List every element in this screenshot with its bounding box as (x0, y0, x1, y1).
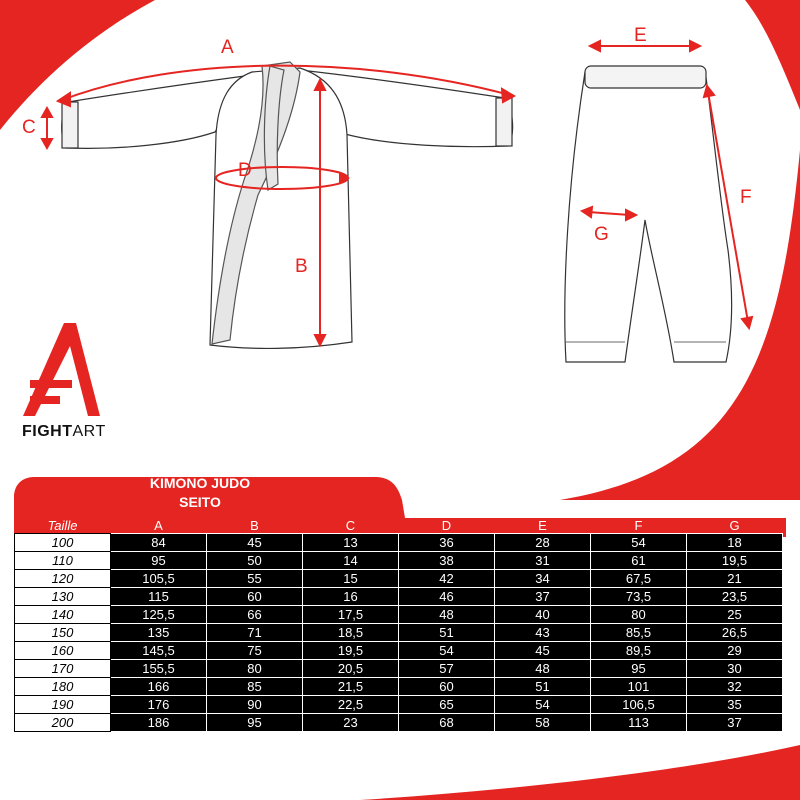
measure-label-f: F (740, 187, 752, 208)
value-cell: 85,5 (591, 624, 687, 642)
brand-wordmark (22, 423, 106, 441)
value-cell: 113 (591, 714, 687, 732)
table-title-line2: SEITO (179, 494, 221, 510)
value-cell: 36 (399, 534, 495, 552)
value-cell: 65 (399, 696, 495, 714)
brand-part2: ART (72, 423, 106, 440)
header-size: Taille (47, 517, 78, 533)
value-cell: 48 (399, 606, 495, 624)
value-cell: 84 (111, 534, 207, 552)
value-cell: 37 (687, 714, 783, 732)
value-cell: 51 (399, 624, 495, 642)
value-cell: 90 (207, 696, 303, 714)
value-cell: 55 (207, 570, 303, 588)
value-cell: 135 (111, 624, 207, 642)
value-cell: 105,5 (111, 570, 207, 588)
value-cell: 58 (495, 714, 591, 732)
size-cell: 190 (15, 696, 111, 714)
value-cell: 28 (495, 534, 591, 552)
header-col-g: G (729, 517, 740, 533)
value-cell: 19,5 (687, 552, 783, 570)
header-col-a: A (154, 517, 163, 533)
header-col-e: E (538, 517, 547, 533)
size-cell: 100 (15, 534, 111, 552)
value-cell: 19,5 (303, 642, 399, 660)
value-cell: 46 (399, 588, 495, 606)
value-cell: 80 (207, 660, 303, 678)
value-cell: 45 (495, 642, 591, 660)
header-col-c: C (345, 517, 356, 533)
table-body (15, 534, 783, 732)
value-cell: 30 (687, 660, 783, 678)
value-cell: 13 (303, 534, 399, 552)
value-cell: 57 (399, 660, 495, 678)
value-cell: 35 (687, 696, 783, 714)
size-cell: 140 (15, 606, 111, 624)
value-cell: 101 (591, 678, 687, 696)
value-cell: 26,5 (687, 624, 783, 642)
table-row (15, 624, 783, 642)
table-header-row (15, 517, 783, 534)
measure-label-b: B (295, 256, 308, 277)
value-cell: 40 (495, 606, 591, 624)
value-cell: 23 (303, 714, 399, 732)
value-cell: 18 (687, 534, 783, 552)
size-table (14, 517, 783, 732)
size-cell: 120 (15, 570, 111, 588)
value-cell: 31 (495, 552, 591, 570)
value-cell: 34 (495, 570, 591, 588)
value-cell: 38 (399, 552, 495, 570)
table-row (15, 696, 783, 714)
table-row (15, 570, 783, 588)
value-cell: 60 (207, 588, 303, 606)
value-cell: 71 (207, 624, 303, 642)
value-cell: 95 (111, 552, 207, 570)
value-cell: 54 (495, 696, 591, 714)
value-cell: 21 (687, 570, 783, 588)
brand-part1: FIGHT (22, 423, 73, 440)
value-cell: 20,5 (303, 660, 399, 678)
table-title (110, 474, 290, 512)
table-row (15, 552, 783, 570)
measure-label-c: C (22, 117, 36, 138)
value-cell: 43 (495, 624, 591, 642)
size-cell: 180 (15, 678, 111, 696)
value-cell: 73,5 (591, 588, 687, 606)
size-cell: 160 (15, 642, 111, 660)
size-cell: 110 (15, 552, 111, 570)
measure-label-g: G (594, 224, 609, 245)
value-cell: 106,5 (591, 696, 687, 714)
size-cell: 170 (15, 660, 111, 678)
table-row (15, 588, 783, 606)
size-cell: 200 (15, 714, 111, 732)
value-cell: 51 (495, 678, 591, 696)
size-cell: 150 (15, 624, 111, 642)
value-cell: 61 (591, 552, 687, 570)
table-title-line1: KIMONO JUDO (149, 475, 251, 491)
value-cell: 45 (207, 534, 303, 552)
value-cell: 18,5 (303, 624, 399, 642)
value-cell: 155,5 (111, 660, 207, 678)
value-cell: 54 (591, 534, 687, 552)
value-cell: 67,5 (591, 570, 687, 588)
header-col-b: B (250, 517, 259, 533)
table-row (15, 642, 783, 660)
value-cell: 15 (303, 570, 399, 588)
value-cell: 22,5 (303, 696, 399, 714)
table-row (15, 606, 783, 624)
value-cell: 95 (591, 660, 687, 678)
value-cell: 16 (303, 588, 399, 606)
value-cell: 176 (111, 696, 207, 714)
value-cell: 60 (399, 678, 495, 696)
value-cell: 32 (687, 678, 783, 696)
measure-label-e: E (634, 25, 647, 46)
value-cell: 37 (495, 588, 591, 606)
value-cell: 75 (207, 642, 303, 660)
value-cell: 80 (591, 606, 687, 624)
value-cell: 95 (207, 714, 303, 732)
value-cell: 68 (399, 714, 495, 732)
table-row (15, 660, 783, 678)
table-row (15, 678, 783, 696)
value-cell: 186 (111, 714, 207, 732)
size-cell: 130 (15, 588, 111, 606)
value-cell: 25 (687, 606, 783, 624)
value-cell: 17,5 (303, 606, 399, 624)
value-cell: 21,5 (303, 678, 399, 696)
value-cell: 66 (207, 606, 303, 624)
value-cell: 125,5 (111, 606, 207, 624)
value-cell: 14 (303, 552, 399, 570)
value-cell: 54 (399, 642, 495, 660)
value-cell: 166 (111, 678, 207, 696)
measure-label-d: D (238, 160, 252, 181)
value-cell: 85 (207, 678, 303, 696)
table-row (15, 714, 783, 732)
measure-label-a: A (221, 37, 234, 58)
header-col-f: F (634, 517, 643, 533)
value-cell: 48 (495, 660, 591, 678)
value-cell: 42 (399, 570, 495, 588)
header-col-d: D (441, 517, 452, 533)
value-cell: 115 (111, 588, 207, 606)
value-cell: 23,5 (687, 588, 783, 606)
value-cell: 50 (207, 552, 303, 570)
red-corner-top-right (745, 0, 800, 110)
value-cell: 145,5 (111, 642, 207, 660)
value-cell: 29 (687, 642, 783, 660)
red-swoosh-bottom-right (360, 745, 800, 800)
value-cell: 89,5 (591, 642, 687, 660)
table-row (15, 534, 783, 552)
